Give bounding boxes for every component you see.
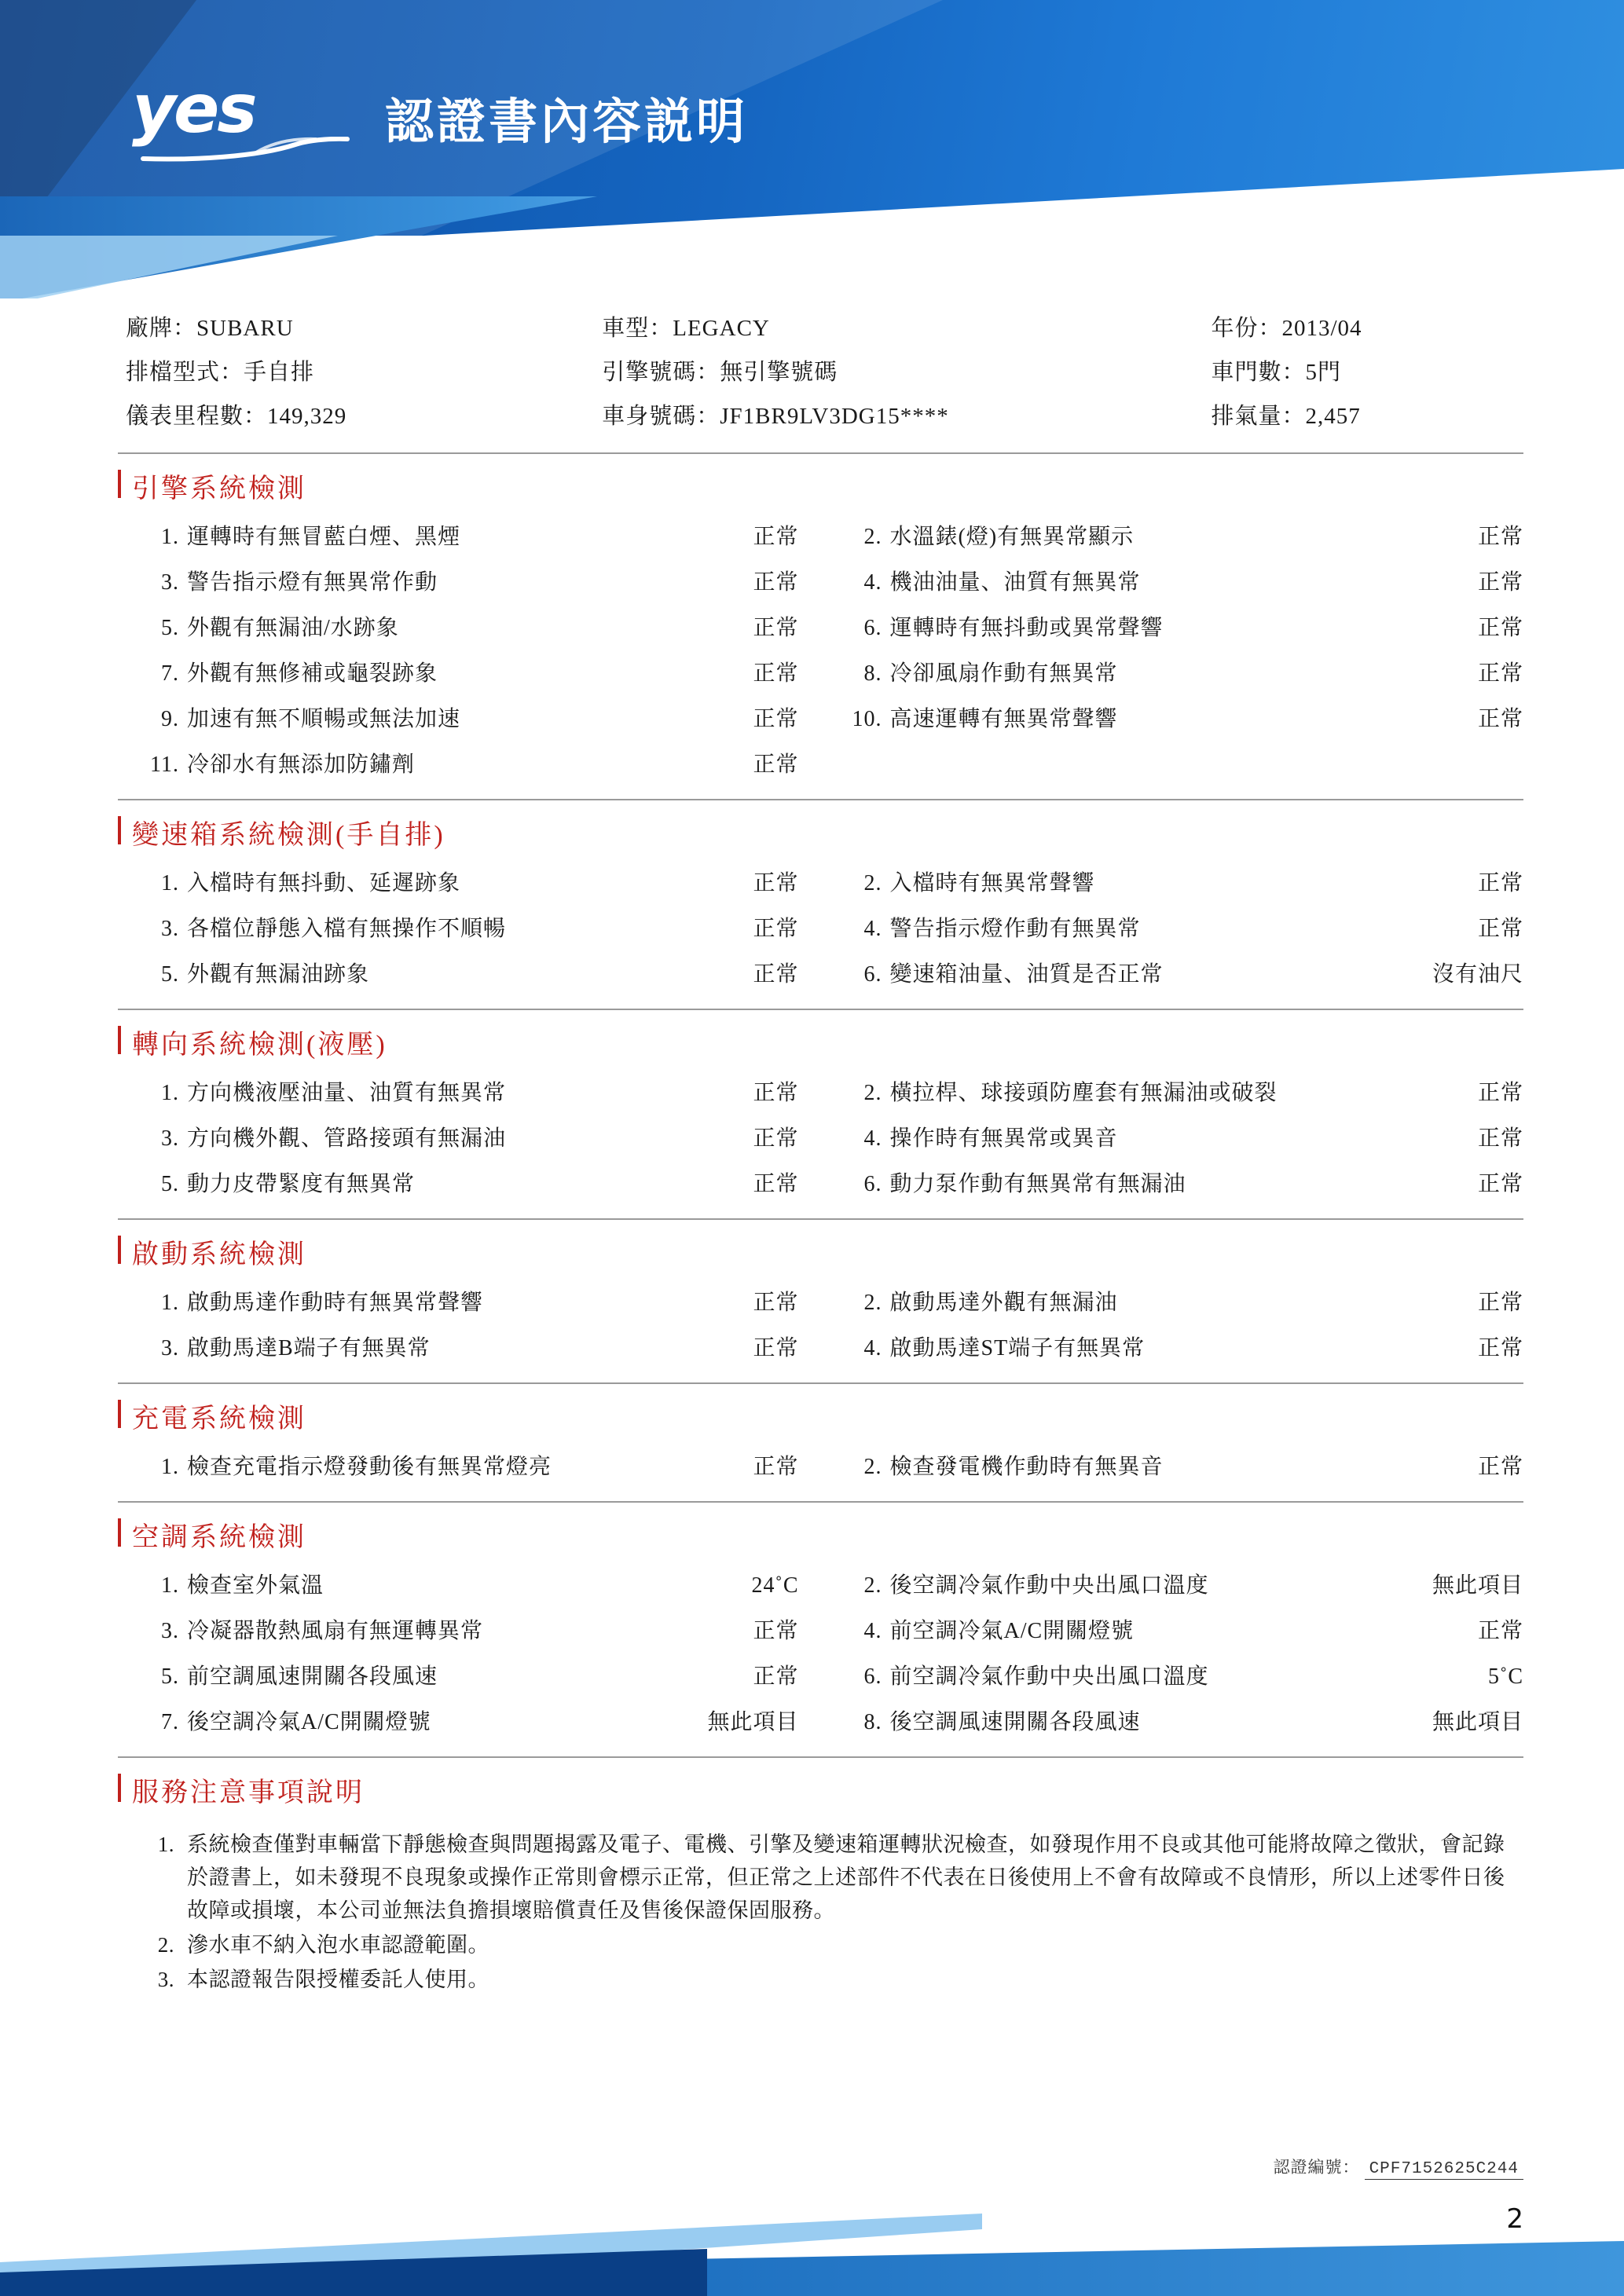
item-value: 沒有油尺 (1432, 962, 1523, 987)
section-rows (118, 1560, 1523, 1749)
item-label: 外觀有無修補或龜裂跡象 (187, 661, 438, 686)
note-number: 2. (157, 1933, 174, 1957)
section-title: 轉向系統檢測(液壓) (118, 1010, 1523, 1067)
section-title: 服務注意事項說明 (118, 1758, 1523, 1815)
note-item (118, 1828, 1523, 1927)
item-label: 檢查發電機作動時有無異音 (889, 1455, 1164, 1479)
item-number: 4. (863, 570, 882, 595)
item-value: 正常 (753, 1619, 799, 1643)
section-title: 空調系統檢測 (118, 1503, 1523, 1560)
item-label: 冷凝器散熱風扇有無運轉異常 (187, 1619, 484, 1643)
inspection-item (821, 651, 1524, 697)
item-value: 正常 (1477, 1291, 1523, 1315)
item-number: 6. (863, 616, 882, 640)
inspection-row (118, 1563, 1523, 1609)
item-value: 正常 (1477, 1336, 1523, 1360)
item-number: 1. (161, 1081, 179, 1105)
inspection-item (821, 1609, 1524, 1654)
item-number: 1. (161, 1455, 179, 1479)
item-value: 正常 (753, 1455, 799, 1479)
certificate-number-label: 認證編號： (1273, 2158, 1360, 2177)
item-value: 正常 (753, 1291, 799, 1315)
item-number: 7. (161, 1710, 179, 1734)
item-label: 各檔位靜態入檔有無操作不順暢 (187, 917, 507, 941)
item-value: 正常 (1477, 661, 1523, 686)
inspection-row (118, 1116, 1523, 1162)
section-rows (118, 1441, 1523, 1493)
item-label: 檢查充電指示燈發動後有無異常燈亮 (187, 1455, 552, 1479)
item-value: 正常 (1477, 1081, 1523, 1105)
item-value: 正常 (1477, 917, 1523, 941)
inspection-item (118, 742, 821, 788)
inspection-row (118, 952, 1523, 998)
inspection-row (118, 1700, 1523, 1745)
inspection-item (821, 1563, 1524, 1609)
item-label: 入檔時有無抖動、延遲跡象 (187, 871, 461, 895)
inspection-item (821, 606, 1524, 651)
item-label: 動力皮帶緊度有無異常 (187, 1172, 416, 1196)
inspection-item (821, 560, 1524, 606)
item-value: 正常 (1477, 1126, 1523, 1151)
item-label: 冷卻水有無添加防鏽劑 (187, 753, 416, 777)
item-number: 1. (161, 525, 179, 549)
item-value: 正常 (753, 753, 799, 777)
note-number: 3. (157, 1968, 174, 1991)
item-value: 正常 (753, 661, 799, 686)
inspection-item (118, 1116, 821, 1162)
inspection-row (118, 1162, 1523, 1207)
item-value: 正常 (753, 616, 799, 640)
item-number: 2. (863, 525, 882, 549)
vehicle-brand: 廠牌：SUBARU (126, 316, 294, 341)
vehicle-info-block (118, 298, 1523, 454)
certificate-number-line (1274, 2155, 1523, 2178)
vehicle-displacement: 排氣量：2,457 (1211, 404, 1361, 429)
item-number: 1. (161, 871, 179, 895)
item-label: 啟動馬達作動時有無異常聲響 (187, 1291, 484, 1315)
vehicle-mileage: 儀表里程數：149,329 (126, 404, 347, 429)
item-number: 4. (863, 1336, 882, 1360)
item-value: 正常 (1477, 570, 1523, 595)
item-label: 方向機外觀、管路接頭有無漏油 (187, 1126, 507, 1151)
item-number: 11. (150, 753, 179, 777)
inspection-row (118, 514, 1523, 560)
item-label: 橫拉桿、球接頭防塵套有無漏油或破裂 (889, 1081, 1278, 1105)
section-rows (118, 858, 1523, 1001)
certificate-number-value: CPF7152625C244 (1365, 2160, 1523, 2180)
item-label: 入檔時有無異常聲響 (889, 871, 1095, 895)
item-number: 3. (161, 570, 179, 595)
inspection-item (821, 1445, 1524, 1490)
item-label: 方向機液壓油量、油質有無異常 (187, 1081, 507, 1105)
inspection-item (118, 1445, 821, 1490)
inspection-item (821, 697, 1524, 742)
item-value: 正常 (753, 917, 799, 941)
item-value: 正常 (1477, 707, 1523, 731)
item-value: 正常 (753, 1336, 799, 1360)
logo-wordmark: yes (132, 70, 255, 148)
inspection-item (118, 1700, 821, 1745)
section-engine (118, 454, 1523, 800)
inspection-item (118, 697, 821, 742)
item-number: 4. (863, 917, 882, 941)
item-number: 6. (863, 1172, 882, 1196)
item-value: 無此項目 (1432, 1710, 1523, 1734)
vehicle-doors: 車門數：5門 (1211, 360, 1341, 385)
vehicle-info-row (118, 350, 1523, 394)
car-swoosh-icon (138, 137, 350, 163)
inspection-item (821, 1116, 1524, 1162)
inspection-row (118, 1654, 1523, 1700)
section-notes (118, 1758, 1523, 1823)
note-text: 本認證報告限授權委託人使用。 (187, 1968, 489, 1991)
inspection-item (118, 1563, 821, 1609)
item-number: 2. (863, 871, 882, 895)
inspection-item (821, 514, 1524, 560)
item-value: 無此項目 (707, 1710, 799, 1734)
inspection-item (118, 1326, 821, 1371)
item-label: 檢查室外氣溫 (187, 1573, 324, 1598)
inspection-row (118, 697, 1523, 742)
item-label: 啟動馬達ST端子有無異常 (889, 1336, 1146, 1360)
item-value: 正常 (753, 1126, 799, 1151)
note-item (118, 1928, 1523, 1961)
inspection-item (118, 560, 821, 606)
inspection-item (118, 1280, 821, 1326)
item-number: 2. (863, 1291, 882, 1315)
inspection-item (118, 861, 821, 906)
item-number: 7. (161, 661, 179, 686)
inspection-item (821, 1280, 1524, 1326)
item-value: 正常 (753, 871, 799, 895)
item-value: 正常 (1477, 616, 1523, 640)
item-number: 10. (852, 707, 882, 731)
item-number: 9. (161, 707, 179, 731)
section-title: 變速箱系統檢測(手自排) (118, 800, 1523, 858)
inspection-item (821, 1700, 1524, 1745)
item-label: 外觀有無漏油跡象 (187, 962, 370, 987)
vehicle-engine-number: 引擎號碼：無引擎號碼 (602, 360, 838, 385)
inspection-item (118, 651, 821, 697)
inspection-item (821, 952, 1524, 998)
item-value: 正常 (1477, 871, 1523, 895)
item-value: 正常 (753, 1664, 799, 1689)
note-text: 滲水車不納入泡水車認證範圍。 (187, 1933, 489, 1957)
item-label: 冷卻風扇作動有無異常 (889, 661, 1118, 686)
section-charging (118, 1384, 1523, 1503)
item-number: 8. (863, 1710, 882, 1734)
item-value: 正常 (753, 570, 799, 595)
item-value: 5˚C (1488, 1664, 1523, 1689)
item-value: 正常 (1477, 525, 1523, 549)
item-label: 高速運轉有無異常聲響 (889, 707, 1118, 731)
inspection-row (118, 560, 1523, 606)
vehicle-info-row (118, 394, 1523, 438)
item-value: 正常 (753, 1172, 799, 1196)
section-rows (118, 1067, 1523, 1210)
inspection-row (118, 606, 1523, 651)
item-value: 無此項目 (1432, 1573, 1523, 1598)
item-value: 正常 (753, 1081, 799, 1105)
item-number: 4. (863, 1126, 882, 1151)
item-number: 3. (161, 1126, 179, 1151)
inspection-item (118, 1654, 821, 1700)
item-number: 2. (863, 1573, 882, 1598)
page-header (0, 0, 1624, 298)
item-label: 操作時有無異常或異音 (889, 1126, 1118, 1151)
item-label: 警告指示燈作動有無異常 (889, 917, 1141, 941)
inspection-row (118, 1071, 1523, 1116)
inspection-row (118, 1609, 1523, 1654)
document-body (0, 298, 1624, 1998)
item-number: 3. (161, 1336, 179, 1360)
item-number: 2. (863, 1455, 882, 1479)
item-number: 5. (161, 616, 179, 640)
section-title: 啟動系統檢測 (118, 1220, 1523, 1277)
item-label: 後空調冷氣作動中央出風口溫度 (889, 1573, 1209, 1598)
item-value: 正常 (1477, 1619, 1523, 1643)
item-number: 8. (863, 661, 882, 686)
section-title: 充電系統檢測 (118, 1384, 1523, 1441)
item-number: 5. (161, 1172, 179, 1196)
item-value: 24˚C (751, 1573, 799, 1598)
inspection-item (118, 1071, 821, 1116)
item-label: 運轉時有無抖動或異常聲響 (889, 616, 1164, 640)
notes-list (118, 1823, 1523, 1996)
item-number: 6. (863, 1664, 882, 1689)
item-label: 動力泵作動有無異常有無漏油 (889, 1172, 1186, 1196)
note-text: 系統檢查僅對車輛當下靜態檢查與問題揭露及電子、電機、引擎及變速箱運轉狀況檢查，如發現作用不良或其他可能將故障之徵狀，會記錄於證書上，如未發現不良現象或操作正常則會標示正常，但正常之上述部件不代表在日後使用上不會有故障或不良情形，所以上述零件日後故障或損壞，本公司並無法負擔損壞賠償責任及售後保證保固服務。 (187, 1833, 1505, 1922)
vehicle-info-row (118, 306, 1523, 350)
item-label: 後空調冷氣A/C開關燈號 (187, 1710, 431, 1734)
item-number: 2. (863, 1081, 882, 1105)
page-number: 2 (1506, 2203, 1523, 2235)
inspection-row (118, 861, 1523, 906)
item-label: 加速有無不順暢或無法加速 (187, 707, 461, 731)
inspection-item (118, 906, 821, 952)
item-label: 後空調風速開關各段風速 (889, 1710, 1141, 1734)
page-title: 認證書內容説明 (385, 93, 749, 150)
inspection-row (118, 1445, 1523, 1490)
item-number: 5. (161, 1664, 179, 1689)
item-label: 警告指示燈有無異常作動 (187, 570, 438, 595)
inspection-item (118, 1609, 821, 1654)
vehicle-vin: 車身號碼：JF1BR9LV3DG15**** (602, 404, 949, 429)
item-number: 4. (863, 1619, 882, 1643)
inspection-item (821, 1071, 1524, 1116)
inspection-item (821, 1654, 1524, 1700)
inspection-row (118, 651, 1523, 697)
yes-logo (132, 70, 352, 162)
note-number: 1. (157, 1833, 174, 1856)
item-value: 正常 (753, 707, 799, 731)
inspection-item (118, 952, 821, 998)
item-number: 5. (161, 962, 179, 987)
inspection-row (118, 742, 1523, 788)
item-number: 1. (161, 1291, 179, 1315)
inspection-item (821, 1326, 1524, 1371)
item-label: 前空調風速開關各段風速 (187, 1664, 438, 1689)
section-rows (118, 1277, 1523, 1375)
item-number: 1. (161, 1573, 179, 1598)
item-label: 機油油量、油質有無異常 (889, 570, 1141, 595)
item-label: 前空調冷氣作動中央出風口溫度 (889, 1664, 1209, 1689)
item-value: 正常 (753, 525, 799, 549)
vehicle-year: 年份：2013/04 (1211, 316, 1362, 341)
section-starter (118, 1220, 1523, 1384)
inspection-row (118, 1280, 1523, 1326)
item-value: 正常 (1477, 1172, 1523, 1196)
vehicle-transmission: 排檔型式：手自排 (126, 360, 315, 385)
inspection-item (118, 514, 821, 560)
item-number: 3. (161, 917, 179, 941)
item-label: 啟動馬達外觀有無漏油 (889, 1291, 1118, 1315)
item-label: 啟動馬達B端子有無異常 (187, 1336, 431, 1360)
inspection-item (118, 606, 821, 651)
item-label: 水溫錶(燈)有無異常顯示 (889, 525, 1135, 549)
section-steering (118, 1010, 1523, 1220)
item-value: 正常 (753, 962, 799, 987)
page-footer (0, 2210, 1624, 2296)
item-number: 3. (161, 1619, 179, 1643)
inspection-row (118, 1326, 1523, 1371)
inspection-item (821, 861, 1524, 906)
item-label: 變速箱油量、油質是否正常 (889, 962, 1164, 987)
inspection-row (118, 906, 1523, 952)
section-rows (118, 511, 1523, 791)
inspection-item (821, 906, 1524, 952)
item-number: 6. (863, 962, 882, 987)
item-label: 運轉時有無冒藍白煙、黑煙 (187, 525, 461, 549)
inspection-item (118, 1162, 821, 1207)
vehicle-model: 車型：LEGACY (602, 316, 770, 341)
item-value: 正常 (1477, 1455, 1523, 1479)
inspection-item (821, 1162, 1524, 1207)
section-transmission (118, 800, 1523, 1010)
item-label: 前空調冷氣A/C開關燈號 (889, 1619, 1135, 1643)
note-item (118, 1963, 1523, 1996)
section-title: 引擎系統檢測 (118, 454, 1523, 511)
section-hvac (118, 1503, 1523, 1758)
item-label: 外觀有無漏油/水跡象 (187, 616, 399, 640)
